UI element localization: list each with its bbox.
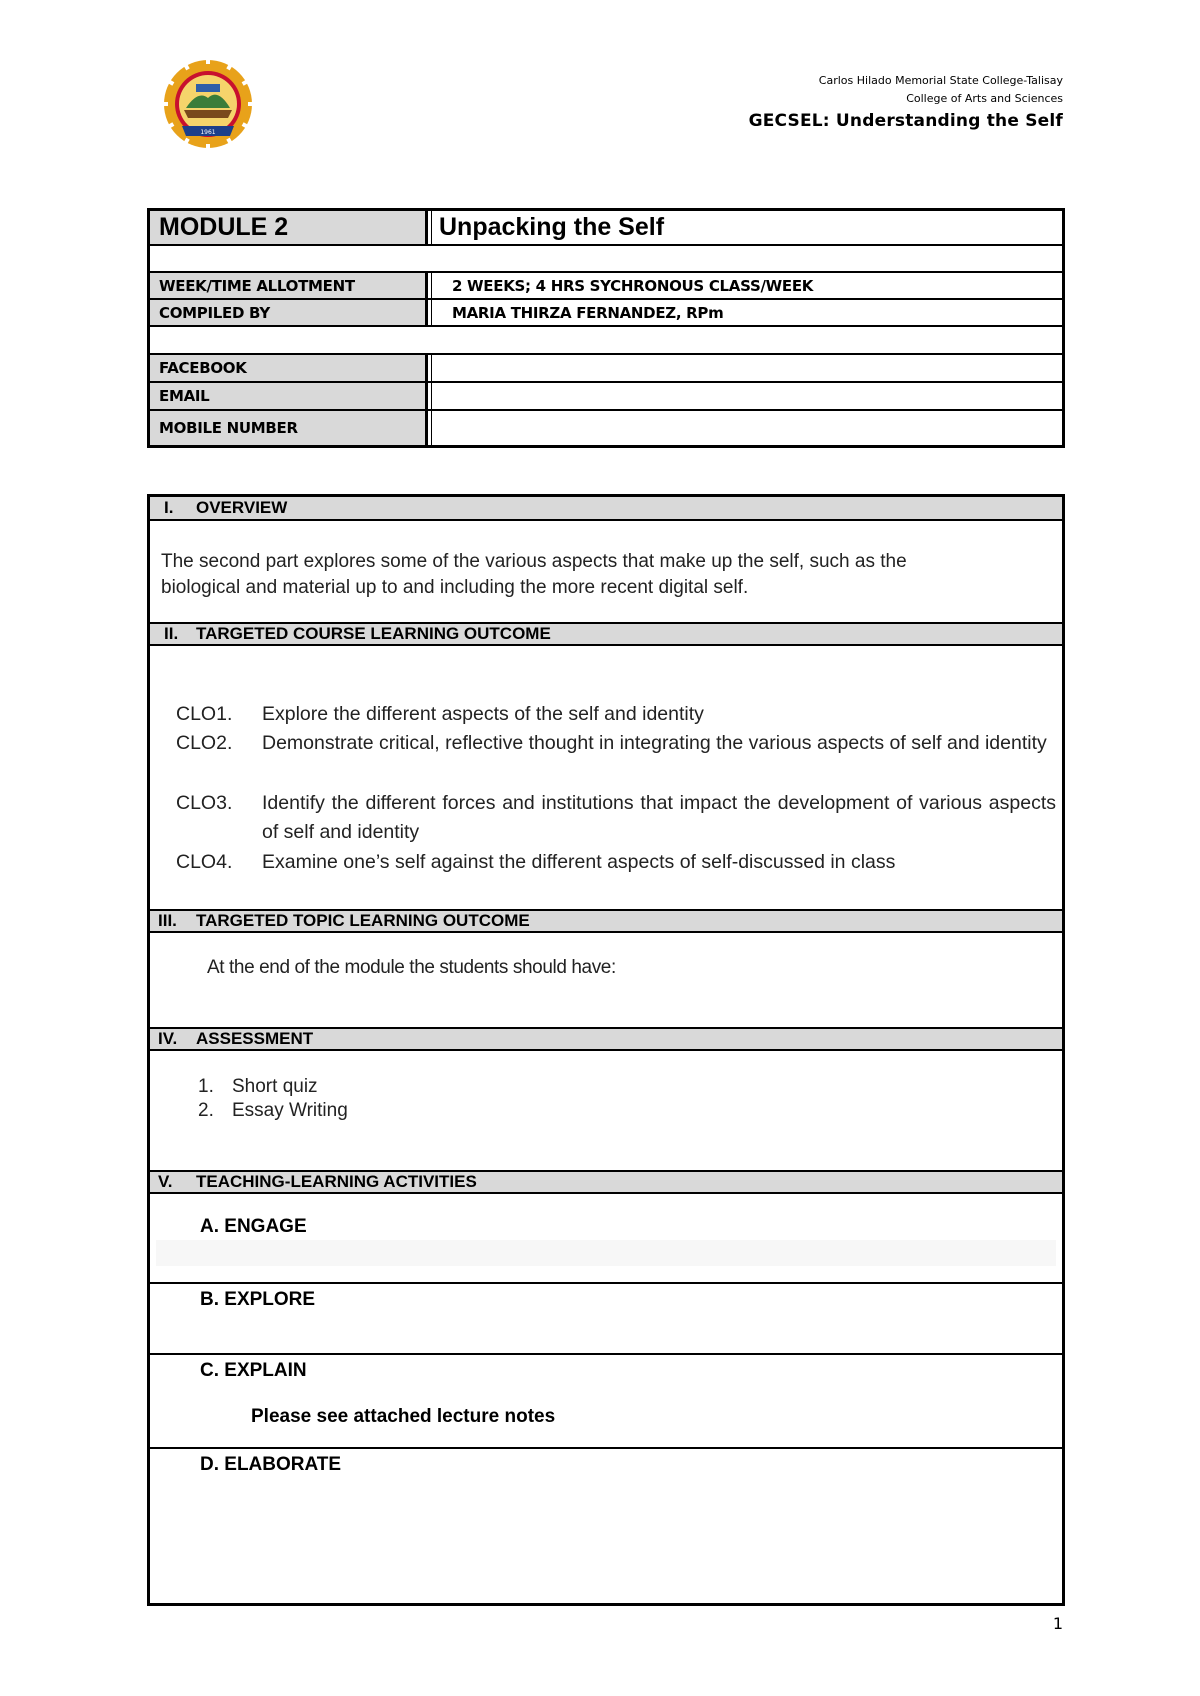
email-value bbox=[431, 383, 1062, 409]
divider bbox=[150, 1282, 1062, 1284]
overview-text-line1: The second part explores some of the various aspects that make up the self, such as the bbox=[161, 551, 907, 572]
list-text: Short quiz bbox=[232, 1076, 318, 1097]
section-number: II. bbox=[164, 624, 179, 643]
tlo-text: At the end of the module the students should have: bbox=[207, 957, 616, 978]
email-label: EMAIL bbox=[150, 383, 428, 409]
info-row-email bbox=[150, 381, 1062, 409]
assessment-list-item bbox=[198, 1075, 318, 1099]
section-title: TARGETED COURSE LEARNING OUTCOME bbox=[196, 624, 551, 643]
module-info-table bbox=[147, 208, 1065, 448]
clo-text: Identify the different forces and institutions that impact the development of various aspects of self and identity bbox=[262, 792, 1056, 843]
blank-row bbox=[150, 325, 1062, 353]
section-header-overview bbox=[150, 497, 1062, 521]
clo-text: Examine one’s self against the different aspects of self-discussed in class bbox=[262, 851, 896, 873]
facebook-label: FACEBOOK bbox=[150, 355, 428, 381]
section-header-tla bbox=[150, 1170, 1062, 1194]
compiled-value: MARIA THIRZA FERNANDEZ, RPm bbox=[431, 300, 1062, 325]
info-row-compiled bbox=[150, 298, 1062, 325]
section-number: I. bbox=[164, 498, 174, 517]
clo-code: CLO1. bbox=[176, 703, 233, 725]
mobile-value bbox=[431, 411, 1062, 445]
section-number: V. bbox=[158, 1172, 173, 1191]
divider bbox=[150, 1447, 1062, 1449]
section-title: ASSESSMENT bbox=[196, 1029, 314, 1048]
explore-heading: B. EXPLORE bbox=[200, 1289, 316, 1310]
section-title: TEACHING-LEARNING ACTIVITIES bbox=[196, 1172, 477, 1191]
section-header-assessment bbox=[150, 1027, 1062, 1051]
module-label: MODULE 2 bbox=[150, 211, 428, 244]
college-name: College of Arts and Sciences bbox=[906, 92, 1063, 105]
clo-item bbox=[176, 789, 1056, 847]
course-title: GECSEL: Understanding the Self bbox=[748, 111, 1063, 131]
clo-item bbox=[176, 729, 1056, 787]
engage-heading: A. ENGAGE bbox=[200, 1216, 307, 1237]
clo-item bbox=[176, 848, 1056, 877]
section-number: IV. bbox=[158, 1029, 178, 1048]
assessment-list-item bbox=[198, 1099, 348, 1123]
clo-item bbox=[176, 700, 1056, 729]
explain-note: Please see attached lecture notes bbox=[251, 1406, 556, 1427]
institution-name: Carlos Hilado Memorial State College-Talisay bbox=[818, 74, 1063, 87]
info-row-mobile bbox=[150, 409, 1062, 445]
section-header-tlo bbox=[150, 909, 1062, 933]
module-title: Unpacking the Self bbox=[431, 211, 1062, 244]
info-row-week bbox=[150, 271, 1062, 298]
clo-code: CLO3. bbox=[176, 792, 233, 814]
mobile-label: MOBILE NUMBER bbox=[150, 411, 428, 445]
overview-text-line2: biological and material up to and including the more recent digital self. bbox=[161, 577, 749, 598]
clo-text: Demonstrate critical, reflective thought in integrating the various aspects of self and identity bbox=[262, 732, 1047, 754]
section-title: OVERVIEW bbox=[196, 498, 288, 517]
clo-text: Explore the different aspects of the self and identity bbox=[262, 703, 704, 725]
module-content-box bbox=[147, 494, 1065, 1606]
list-number: 1. bbox=[198, 1076, 214, 1097]
facebook-value bbox=[431, 355, 1062, 381]
week-label: WEEK/TIME ALLOTMENT bbox=[150, 273, 428, 298]
section-header-clo bbox=[150, 622, 1062, 646]
module-title-row bbox=[150, 211, 1062, 244]
list-text: Essay Writing bbox=[232, 1100, 348, 1121]
blank-row bbox=[150, 244, 1062, 271]
info-row-facebook bbox=[150, 353, 1062, 381]
section-title: TARGETED TOPIC LEARNING OUTCOME bbox=[196, 911, 530, 930]
list-number: 2. bbox=[198, 1100, 214, 1121]
college-seal-logo bbox=[160, 56, 256, 152]
week-value: 2 WEEKS; 4 HRS SYCHRONOUS CLASS/WEEK bbox=[431, 273, 1062, 298]
engage-content-area bbox=[156, 1240, 1056, 1266]
elaborate-heading: D. ELABORATE bbox=[200, 1454, 342, 1475]
divider bbox=[150, 1353, 1062, 1355]
clo-code: CLO2. bbox=[176, 732, 233, 754]
page-number: 1 bbox=[1052, 1614, 1063, 1633]
compiled-label: COMPILED BY bbox=[150, 300, 428, 325]
clo-code: CLO4. bbox=[176, 851, 233, 873]
svg-text:1961: 1961 bbox=[200, 129, 216, 136]
explain-heading: C. EXPLAIN bbox=[200, 1360, 307, 1381]
section-number: III. bbox=[158, 911, 177, 930]
